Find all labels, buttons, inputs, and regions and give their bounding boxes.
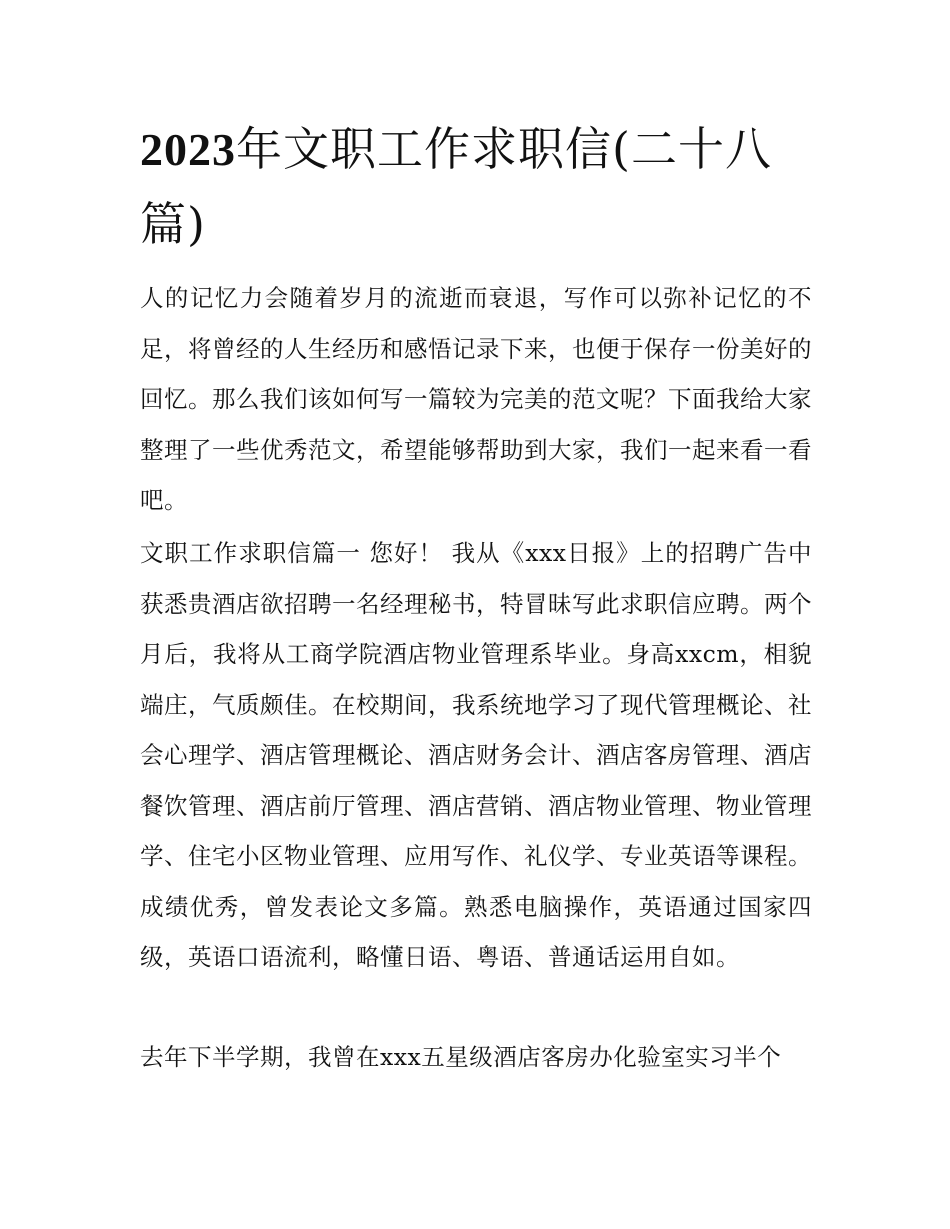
letter-paragraph-1: 文职工作求职信篇一 您好！ 我从《xxx日报》上的招聘广告中获悉贵酒店欲招聘一名经理秘书，特冒昧写此求职信应聘。两个月后，我将从工商学院酒店物业管理系毕业。身高xxcm，相貌端庄，气质颇佳。在校期间，我系统地学习了现代管理概论、社会心理学、酒店管理概论、酒店财务会计、酒店客房管理、酒店餐饮管理、酒店前厅管理、酒店营销、酒店物业管理、物业管理学、住宅小区物业管理、应用写作、礼仪学、专业英语等课程。成绩优秀，曾发表论文多篇。熟悉电脑操作，英语通过国家四级，英语口语流利，略懂日语、粤语、普通话运用自如。 — [140, 539, 812, 971]
title-year: 2023 — [140, 124, 236, 175]
letter-paragraph-2: 去年下半学期，我曾在xxx五星级酒店客房办化验室实习半个 — [140, 1043, 782, 1071]
title-text: 年文职工作求职信(二十八篇) — [140, 122, 772, 251]
document-title — [140, 112, 820, 261]
intro-paragraph: 人的记忆力会随着岁月的流逝而衰退，写作可以弥补记忆的不足，将曾经的人生经历和感悟记录下来，也便于保存一份美好的回忆。那么我们该如何写一篇较为完美的范文呢？下面我给大家整理了一些优秀范文，希望能够帮助到大家，我们一起来看一看吧。 — [140, 284, 812, 514]
